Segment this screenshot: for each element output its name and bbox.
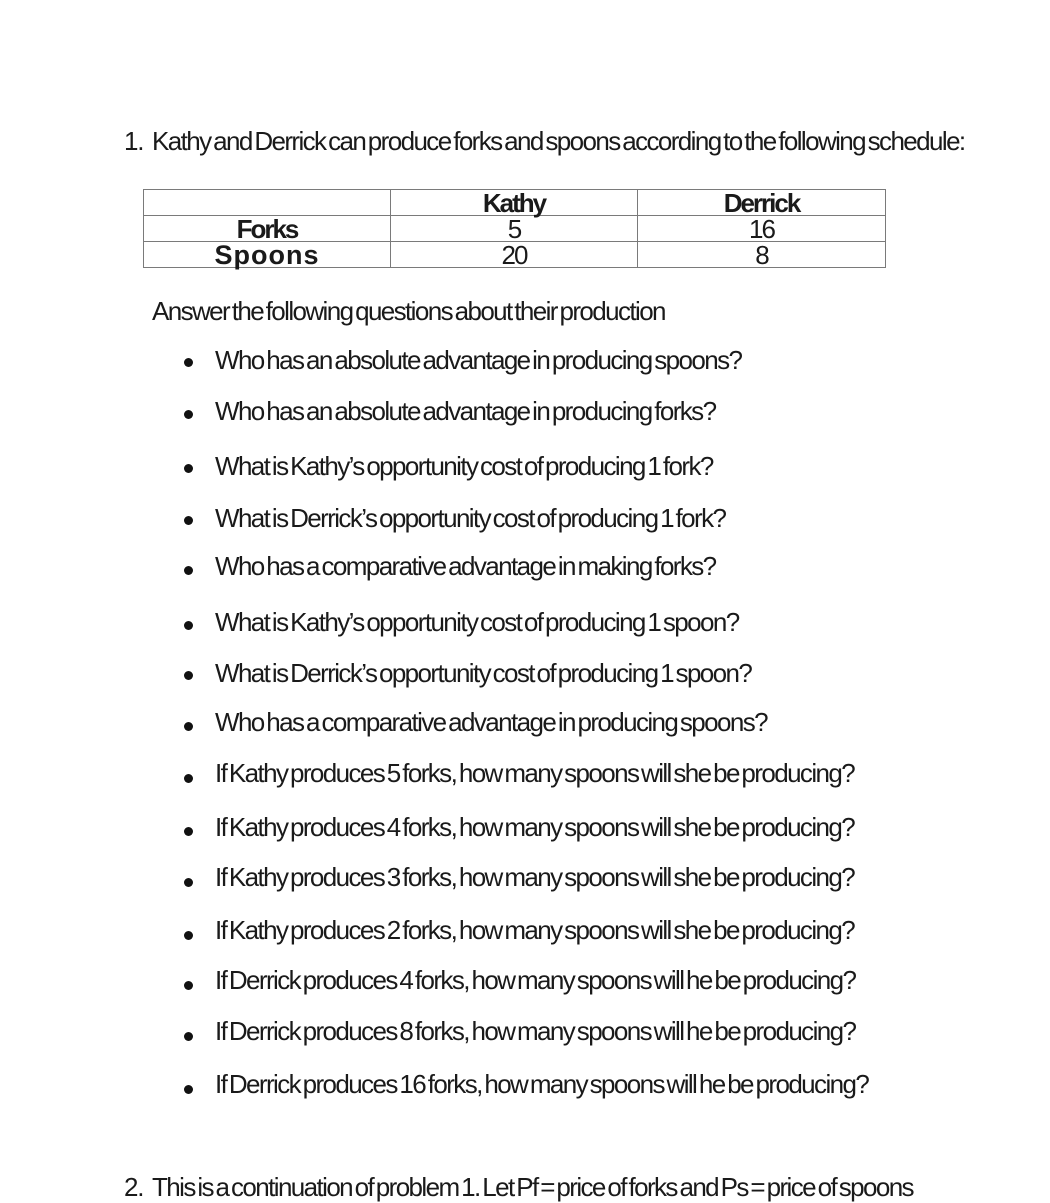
table-row-forks	[144, 216, 886, 242]
cell-derrick-spoons: 8	[638, 242, 886, 268]
bullet-icon	[184, 671, 193, 680]
cell-derrick-forks: 16	[638, 216, 886, 242]
list-item-text: If Kathy produces 2 forks, how many spoons will she be producing?	[215, 915, 855, 945]
list-item-text: If Derrick produces 8 forks, how many spoons will he be producing?	[215, 1016, 856, 1046]
table-row-spoons	[144, 242, 886, 268]
list-item-text: If Derrick produces 16 forks, how many spoons will he be producing?	[215, 1069, 869, 1099]
list-item-text: What is Derrick’s opportunity cost of producing 1 spoon?	[215, 658, 752, 688]
question-1-number: 1.	[124, 126, 144, 156]
bullet-icon	[184, 774, 193, 783]
bullet-icon	[184, 827, 193, 836]
list-item-text: Who has a comparative advantage in making forks?	[215, 551, 716, 581]
bullet-icon	[184, 1085, 193, 1094]
list-item-text: Who has an absolute advantage in producing forks?	[215, 396, 716, 426]
bullet-icon	[184, 931, 193, 940]
list-item-text: If Kathy produces 5 forks, how many spoons will she be producing?	[215, 758, 855, 788]
bullet-icon	[184, 981, 193, 990]
bullet-icon	[184, 1032, 193, 1041]
row-label-forks: Forks	[144, 216, 391, 242]
row-label-spoons: Spoons	[144, 242, 391, 268]
bullet-icon	[184, 566, 193, 575]
table-header-blank	[144, 190, 391, 216]
list-item-text: What is Derrick’s opportunity cost of producing 1 fork?	[215, 503, 726, 533]
list-item-text: Who has an absolute advantage in producing spoons?	[215, 345, 742, 375]
question-2-number: 2.	[124, 1172, 144, 1202]
list-item-text: If Kathy produces 4 forks, how many spoons will she be producing?	[215, 812, 855, 842]
question-2-prompt: This is a continuation of problem 1. Let Pf = price of forks and Ps = price of spoons	[152, 1172, 913, 1202]
bullet-icon	[184, 358, 193, 367]
list-item-text: If Kathy produces 3 forks, how many spoons will she be producing?	[215, 862, 855, 892]
list-item-text: What is Kathy’s opportunity cost of producing 1 fork?	[215, 451, 713, 481]
cell-kathy-spoons: 20	[391, 242, 638, 268]
list-item-text: What is Kathy’s opportunity cost of producing 1 spoon?	[215, 607, 739, 637]
cell-kathy-forks: 5	[391, 216, 638, 242]
list-item-text: Who has a comparative advantage in producing spoons?	[215, 707, 767, 737]
production-schedule-table	[143, 189, 886, 268]
bullet-icon	[184, 621, 193, 630]
bullet-icon	[184, 722, 193, 731]
table-header-derrick: Derrick	[638, 190, 886, 216]
table-header-kathy: Kathy	[391, 190, 638, 216]
bullet-icon	[184, 410, 193, 419]
table-header-row	[144, 190, 886, 216]
list-item-text: If Derrick produces 4 forks, how many spoons will he be producing?	[215, 965, 856, 995]
question-1-prompt: Kathy and Derrick can produce forks and spoons according to the following schedule:	[152, 126, 965, 156]
bullet-icon	[184, 464, 193, 473]
bullet-icon	[184, 516, 193, 525]
answer-intro: Answer the following questions about their production	[152, 296, 665, 326]
bullet-icon	[184, 878, 193, 887]
